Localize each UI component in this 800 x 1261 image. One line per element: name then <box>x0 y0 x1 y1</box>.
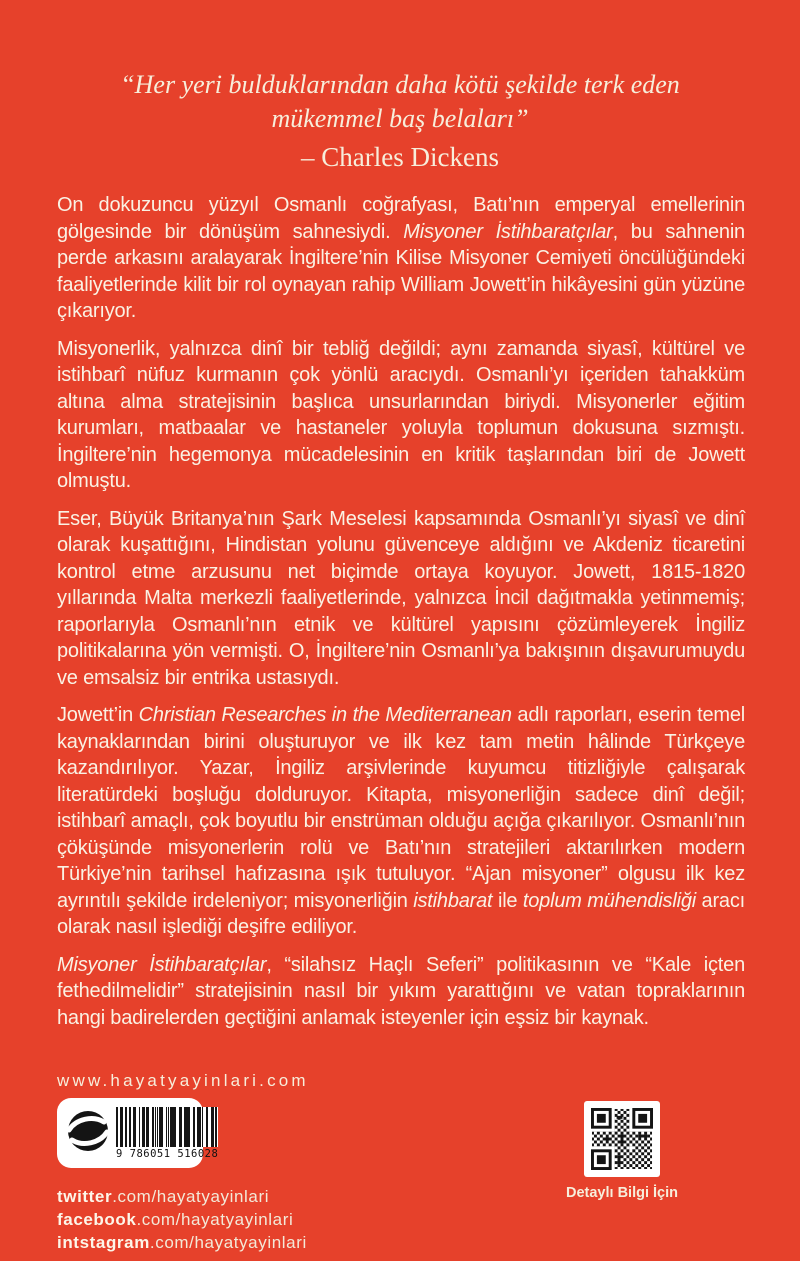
social-links <box>57 1185 307 1254</box>
qr-section <box>542 1101 702 1201</box>
qr-caption: Detaylı Bilgi İçin <box>566 1185 678 1201</box>
epigraph <box>0 68 800 173</box>
twitter-handle <box>57 1185 307 1208</box>
publisher-logo-icon <box>66 1109 110 1158</box>
synopsis-paragraph-1: On dokuzuncu yüzyıl Osmanlı coğrafyası, Batı’nın emperyal emellerinin gölgesinde bir dönüşüm sahnesiydi. Misyoner İstihbaratçılar, bu sahnenin perde arkasını aralayarak İngiltere’nin Kilise Misyoner Cemiyeti öncülüğündeki faaliyetlerinde kilit bir rol oynayan rahip William Jowett’in hikâyesini gün yüzüne çıkarıyor. <box>57 194 745 322</box>
barcode-bars-icon <box>116 1107 218 1147</box>
epigraph-attribution: – Charles Dickens <box>301 142 499 172</box>
synopsis-paragraph-3: Eser, Büyük Britanya’nın Şark Meselesi kapsamında Osmanlı’yı siyasî ve dinî olarak kuşattığını, Hindistan yolunu güvenceye aldığını ve Akdeniz ticaretini kontrol etme arzusunu net biçimde ortaya koyuyor. Jowett, 1815-1820 yıllarında Malta merkezli faaliyetlerinde, yalnızca İncil dağıtmakla yetinmemiş; raporlarıyla Osmanlı’nın etnik ve kültürel yapısını çözümleyerek İngiliz politikalarına yön vermişti. O, İngiltere’nin Osmanlı’ya bakışının dışavurumuydu ve emsalsiz bir entrika ustasıydı. <box>57 507 745 689</box>
isbn-badge <box>57 1098 219 1168</box>
twitter-label: twitter <box>57 1187 113 1206</box>
synopsis-paragraph-5: Misyoner İstihbaratçılar, “silahsız Haçlı Seferi” politikasının ve “Kale içten fethedilmelidir” stratejisinin nasıl bir yıkım yarattığını ve vatan topraklarının hangi badirelerden geçtiğini anlamak isteyenler için eşsiz bir kaynak. <box>57 953 745 1029</box>
twitter-url: .com/hayatyayinlari <box>112 1187 270 1206</box>
instagram-label: intstagram <box>57 1233 150 1252</box>
facebook-handle <box>57 1208 307 1231</box>
publisher-website: www.hayatyayinlari.com <box>57 1071 309 1090</box>
synopsis <box>57 192 745 1042</box>
isbn-number: 9 786051 516028 <box>116 1147 219 1160</box>
synopsis-paragraph-4: Jowett’in Christian Researches in the Mediterranean adlı raporları, eserin temel kaynaklarından birini oluşturuyor ve ilk kez tam metin hâlinde Türkçeye kazandırılıyor. Yazar, İngiliz arşivlerinde kuyumcu titizliğiyle çalışarak literatürdeki boşluğu dolduruyor. Kitapta, misyonerliğin sadece dinî değil; istihbarî amaçlı, çok boyutlu bir enstrüman olduğu açığa çıkarılıyor. Osmanlı’nın çöküşünde misyonerlerin rolü ve Batı’nın stratejileri aktarılırken modern Türkiye’nin tarihsel hafızasına ışık tutuluyor. “Ajan misyoner” olgusu ilk kez ayrıntılı şekilde irdeleniyor; misyonerliğin istihbarat ile toplum mühendisliği aracı olarak nasıl işlediği deşifre ediliyor. <box>57 704 746 938</box>
synopsis-paragraph-2: Misyonerlik, yalnızca dinî bir tebliğ değildi; aynı zamanda siyasî, kültürel ve istihbarî nüfuz kurmanın çok yönlü aracıydı. Osmanlı’yı içeriden tahakküm altına alma stratejisinin başlıca unsurlarından biriydi. Misyonerler eğitim kurumları, matbaalar ve hastaneler yoluyla toplumun dokusuna sızmıştı. İngiltere’nin hegemonya mücadelesinin en kritik taşlarından biri de Jowett olmuştu. <box>57 337 745 492</box>
facebook-label: facebook <box>57 1210 137 1229</box>
epigraph-quote: “Her yeri bulduklarından daha kötü şekilde terk eden mükemmel baş belaları” <box>120 70 680 133</box>
instagram-handle <box>57 1231 307 1254</box>
facebook-url: .com/hayatyayinlari <box>136 1210 294 1229</box>
qr-code-icon <box>584 1101 660 1177</box>
isbn-barcode <box>116 1107 218 1160</box>
instagram-url: .com/hayatyayinlari <box>149 1233 307 1252</box>
